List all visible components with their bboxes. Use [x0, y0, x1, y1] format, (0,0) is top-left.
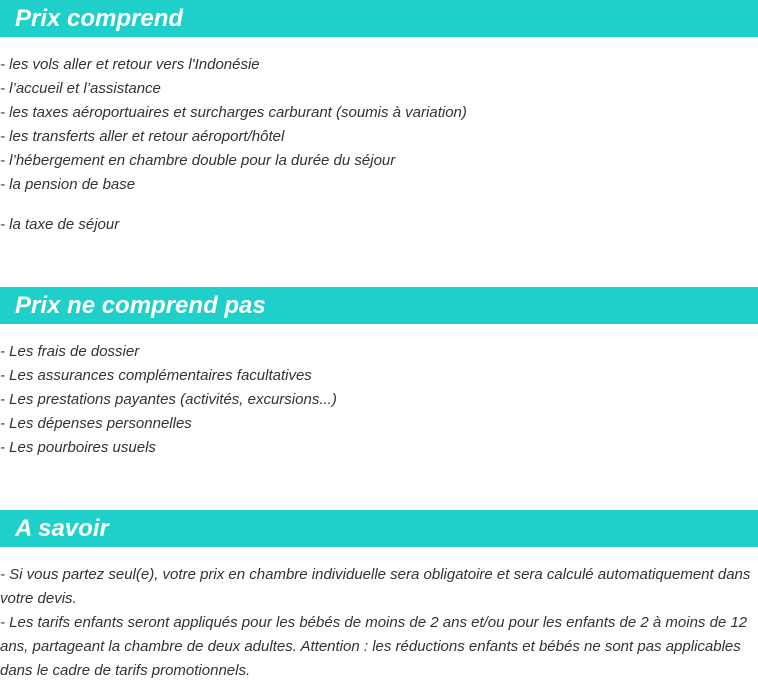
- list-item: - Les prestations payantes (activités, excursions...): [0, 391, 337, 408]
- section-title: A savoir: [15, 515, 109, 542]
- list-item: - l’accueil et l’assistance: [0, 80, 161, 97]
- list-item: - Les pourboires usuels: [0, 439, 156, 456]
- section-header-a-savoir: [0, 510, 758, 547]
- section-title: Prix comprend: [15, 5, 184, 32]
- list-item: - Les dépenses personnelles: [0, 415, 192, 432]
- list-item: - la pension de base: [0, 176, 136, 193]
- list-item: - les transferts aller et retour aéroport/hôtel: [0, 128, 285, 145]
- list-item: - la taxe de séjour: [0, 216, 120, 233]
- list-item: - Les assurances complémentaires facultatives: [0, 367, 312, 384]
- section-header-prix-comprend: [0, 0, 758, 37]
- list-item: - les vols aller et retour vers l'Indonésie: [0, 56, 260, 73]
- section-header-prix-ne-comprend-pas: [0, 287, 758, 324]
- excluded-list: [0, 340, 758, 460]
- list-item: - Les frais de dossier: [0, 343, 140, 360]
- info-paragraph-single-traveler: - Si vous partez seul(e), votre prix en chambre individuelle sera obligatoire et sera calculé automatiquement dans votre devis.: [0, 566, 751, 607]
- included-list: [0, 53, 758, 237]
- section-title: Prix ne comprend pas: [15, 292, 266, 319]
- info-paragraph-child-rates: - Les tarifs enfants seront appliqués pour les bébés de moins de 2 ans et/ou pour les enfants de 2 à moins de 12 ans, partageant la chambre de deux adultes. Attention : les réductions enfants et bébés ne sont pas applicables dans le cadre de tarifs promotionnels.: [0, 614, 748, 679]
- list-item: - l’hébergement en chambre double pour la durée du séjour: [0, 152, 396, 169]
- list-item: - les taxes aéroportuaires et surcharges carburant (soumis à variation): [0, 104, 467, 121]
